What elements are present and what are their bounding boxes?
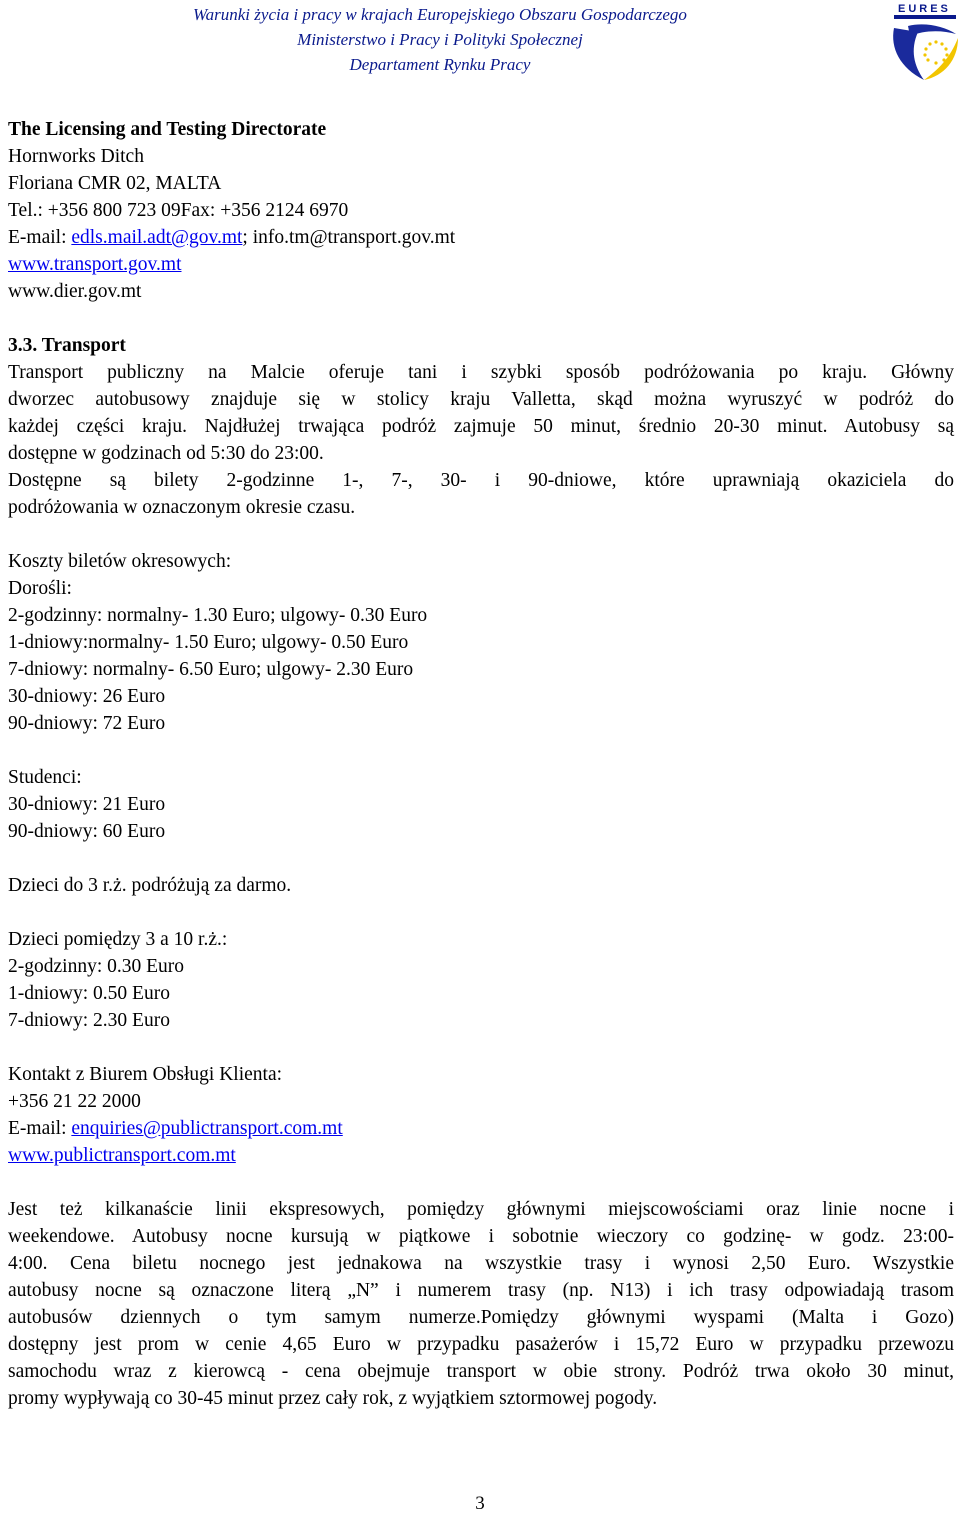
price-line: 90-dniowy: 60 Euro <box>8 821 166 842</box>
price-line: 2-godzinny: normalny- 1.30 Euro; ulgowy- 0.30 Euro <box>8 605 428 626</box>
price-line: 30-dniowy: 26 Euro <box>8 686 166 707</box>
email-line <box>8 224 954 251</box>
children-free-note: Dzieci do 3 r.ż. podróżują za darmo. <box>8 875 292 896</box>
paragraph-line: dworzec autobusowy znajduje się w stolicy kraju Valletta, skąd można wyruszyć w podróż do <box>8 389 954 410</box>
paragraph-line: autobusów dziennych o tym samym numerze.Pomiędzy głównymi wyspami (Malta i Gozo) <box>8 1307 954 1328</box>
header-title: Warunki życia i pracy w krajach Europejskiego Obszaru Gospodarczego <box>193 5 687 24</box>
service-email-line <box>8 1115 954 1142</box>
email-link[interactable]: edls.mail.adt@gov.mt <box>71 227 243 248</box>
paragraph-line: autobusy nocne są oznaczone literą „N” i numerem trasy (np. N13) i ich trasy odpowiadają trasom <box>8 1280 954 1301</box>
price-line: 1-dniowy: 0.50 Euro <box>8 983 170 1004</box>
section-heading: 3.3. Transport <box>8 335 126 356</box>
paragraph-line: każdej części kraju. Najdłużej trwająca podróż zajmuje 50 minut, średnio 20-30 minut. Autobusy są <box>8 416 954 437</box>
email-prefix: E-mail: <box>8 227 72 248</box>
eures-logo <box>884 0 960 84</box>
paragraph-line: samochodu wraz z kierowcą - cena obejmuje transport w obie strony. Podróż trwa około 30 minut, <box>8 1361 954 1382</box>
service-email-link[interactable]: enquiries@publictransport.com.mt <box>71 1118 343 1139</box>
price-line: 90-dniowy: 72 Euro <box>8 713 166 734</box>
paragraph-line: Transport publiczny na Malcie oferuje tani i szybki sposób podróżowania po kraju. Główny <box>8 362 954 383</box>
header-department: Departament Rynku Pracy <box>349 55 531 74</box>
paragraph-line: 4:00. Cena biletu nocnego jest jednakowa na wszystkie trasy i wynosi 2,50 Euro. Wszystkie <box>8 1253 954 1274</box>
header-ministry: Ministerstwo i Pracy i Polityki Społecznej <box>297 30 583 49</box>
paragraph-line: promy wypływają co 30-45 minut przez cały rok, z wyjątkiem sztormowej pogody. <box>8 1388 658 1409</box>
price-line: 7-dniowy: normalny- 6.50 Euro; ulgowy- 2.30 Euro <box>8 659 414 680</box>
children-label: Dzieci pomiędzy 3 a 10 r.ż.: <box>8 929 228 950</box>
service-phone: +356 21 22 2000 <box>8 1091 141 1112</box>
document-body <box>8 116 954 1412</box>
paragraph-line: weekendowe. Autobusy nocne kursują w piątkowe i sobotnie wieczory co godzinę- w godz. 23:00- <box>8 1226 954 1247</box>
org-name: The Licensing and Testing Directorate <box>8 119 327 140</box>
tickets-title: Koszty biletów okresowych: <box>8 551 232 572</box>
paragraph-line: podróżowania w oznaczonym okresie czasu. <box>8 497 356 518</box>
phone-fax: Tel.: +356 800 723 09Fax: +356 2124 6970 <box>8 200 349 221</box>
email-other: ; info.tm@transport.gov.mt <box>242 227 456 248</box>
svg-text:EURES: EURES <box>898 3 951 15</box>
email-prefix: E-mail: <box>8 1118 72 1139</box>
website-text: www.dier.gov.mt <box>8 281 142 302</box>
address-line: Floriana CMR 02, MALTA <box>8 173 222 194</box>
service-title: Kontakt z Biurem Obsługi Klienta: <box>8 1064 283 1085</box>
paragraph-line: Dostępne są bilety 2-godzinne 1-, 7-, 30- i 90-dniowe, które uprawniają okaziciela do <box>8 470 954 491</box>
price-line: 1-dniowy:normalny- 1.50 Euro; ulgowy- 0.50 Euro <box>8 632 409 653</box>
service-website-link[interactable]: www.publictransport.com.mt <box>8 1145 236 1166</box>
paragraph-line: Jest też kilkanaście linii ekspresowych, pomiędzy głównymi miejscowościami oraz linie nocne i <box>8 1199 954 1220</box>
address-line: Hornworks Ditch <box>8 146 144 167</box>
page-header <box>0 2 960 77</box>
price-line: 30-dniowy: 21 Euro <box>8 794 166 815</box>
price-line: 7-dniowy: 2.30 Euro <box>8 1010 170 1031</box>
paragraph-line: dostępny jest prom w cenie 4,65 Euro w przypadku pasażerów i 15,72 Euro w przypadku przewozu <box>8 1334 954 1355</box>
adults-label: Dorośli: <box>8 578 72 599</box>
website-link[interactable]: www.transport.gov.mt <box>8 254 182 275</box>
paragraph-line: dostępne w godzinach od 5:30 do 23:00. <box>8 443 324 464</box>
students-label: Studenci: <box>8 767 82 788</box>
page-number: 3 <box>475 1493 485 1514</box>
price-line: 2-godzinny: 0.30 Euro <box>8 956 185 977</box>
